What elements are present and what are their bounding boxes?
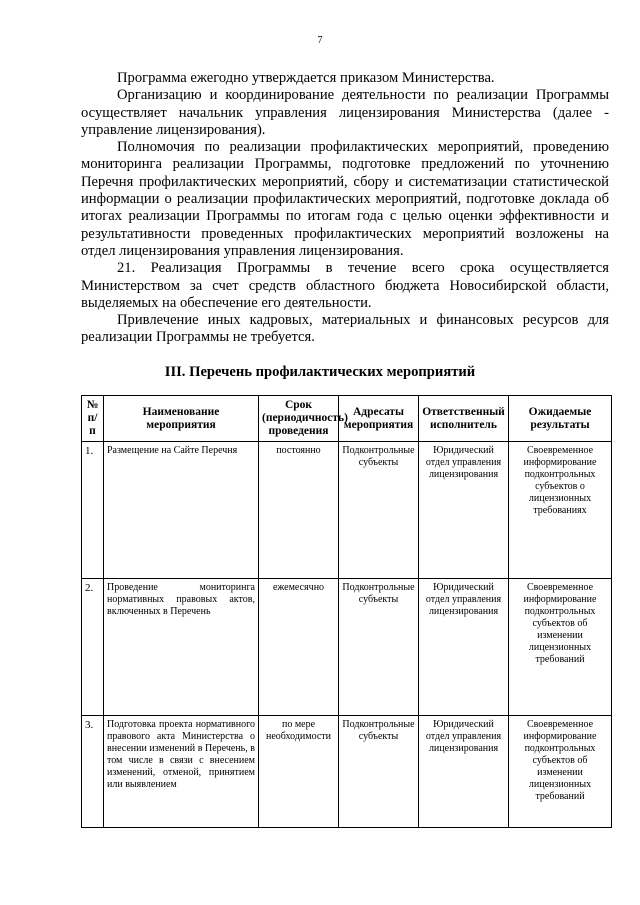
cell-period: постоянно [259,442,339,579]
body-text [81,70,609,347]
cell-executor: Юридический отдел управления лицензирования [419,716,509,828]
cell-num: 2. [82,579,104,716]
cell-results: Своевременное информирование подконтрольных субъектов об изменении лицензионных требований [509,579,612,716]
paragraph: Полномочия по реализации профилактических мероприятий, проведению мониторинга реализации Программы, подготовке предложений по уточнению Перечня профилактических мероприятий, сбору и систематизации статистической информации о реализации профилактических мероприятий, подготовке доклада об итогах реализации Программы по итогам года с целью оценки эффективности и результативности проведенных профилактических мероприятий возложены на отдел лицензирования управления лицензирования. [81,139,609,259]
table-row [82,442,612,579]
paragraph: Программа ежегодно утверждается приказом Министерства. [117,70,495,86]
cell-name: Подготовка проекта нормативного правового акта Министерства о внесении изменений в Перечень, в том числе в связи с внесением изменений, отменой, принятием или выявлением [104,716,259,828]
header-addressees: Адресаты мероприятия [339,396,419,442]
cell-num: 3. [82,716,104,828]
measures-table [81,395,612,828]
paragraph: Привлечение иных кадровых, материальных и финансовых ресурсов для реализации Программы не требуется. [81,312,609,346]
cell-results: Своевременное информирование подконтрольных субъектов об изменении лицензионных требований [509,716,612,828]
header-num: № п/п [82,396,104,442]
cell-name: Проведение мониторинга нормативных правовых актов, включенных в Перечень [104,579,259,716]
table-row [82,716,612,828]
header-results: Ожидаемые результаты [509,396,612,442]
table-row [82,579,612,716]
cell-addressees: Подконтрольные субъекты [339,716,419,828]
header-name: Наименование мероприятия [104,396,259,442]
paragraph: 21. Реализация Программы в течение всего срока осуществляется Министерством за счет средств областного бюджета Новосибирской области, выделяемых на обеспечение его деятельности. [81,260,609,311]
cell-results: Своевременное информирование подконтрольных субъектов о лицензионных требованиях [509,442,612,579]
header-executor: Ответственный исполнитель [419,396,509,442]
paragraph: Организацию и координирование деятельности по реализации Программы осуществляет начальник управления лицензирования Министерства (далее - управление лицензирования). [81,87,609,138]
section-title: III. Перечень профилактических мероприятий [164,364,476,380]
cell-addressees: Подконтрольные субъекты [339,579,419,716]
cell-num: 1. [82,442,104,579]
cell-name: Размещение на Сайте Перечня [104,442,259,579]
header-period: Срок (периодичность) проведения [259,396,339,442]
cell-addressees: Подконтрольные субъекты [339,442,419,579]
cell-period: по мере необходимости [259,716,339,828]
cell-executor: Юридический отдел управления лицензирования [419,579,509,716]
page-number: 7 [317,35,323,46]
cell-period: ежемесячно [259,579,339,716]
cell-executor: Юридический отдел управления лицензирования [419,442,509,579]
table-header-row [82,396,612,442]
